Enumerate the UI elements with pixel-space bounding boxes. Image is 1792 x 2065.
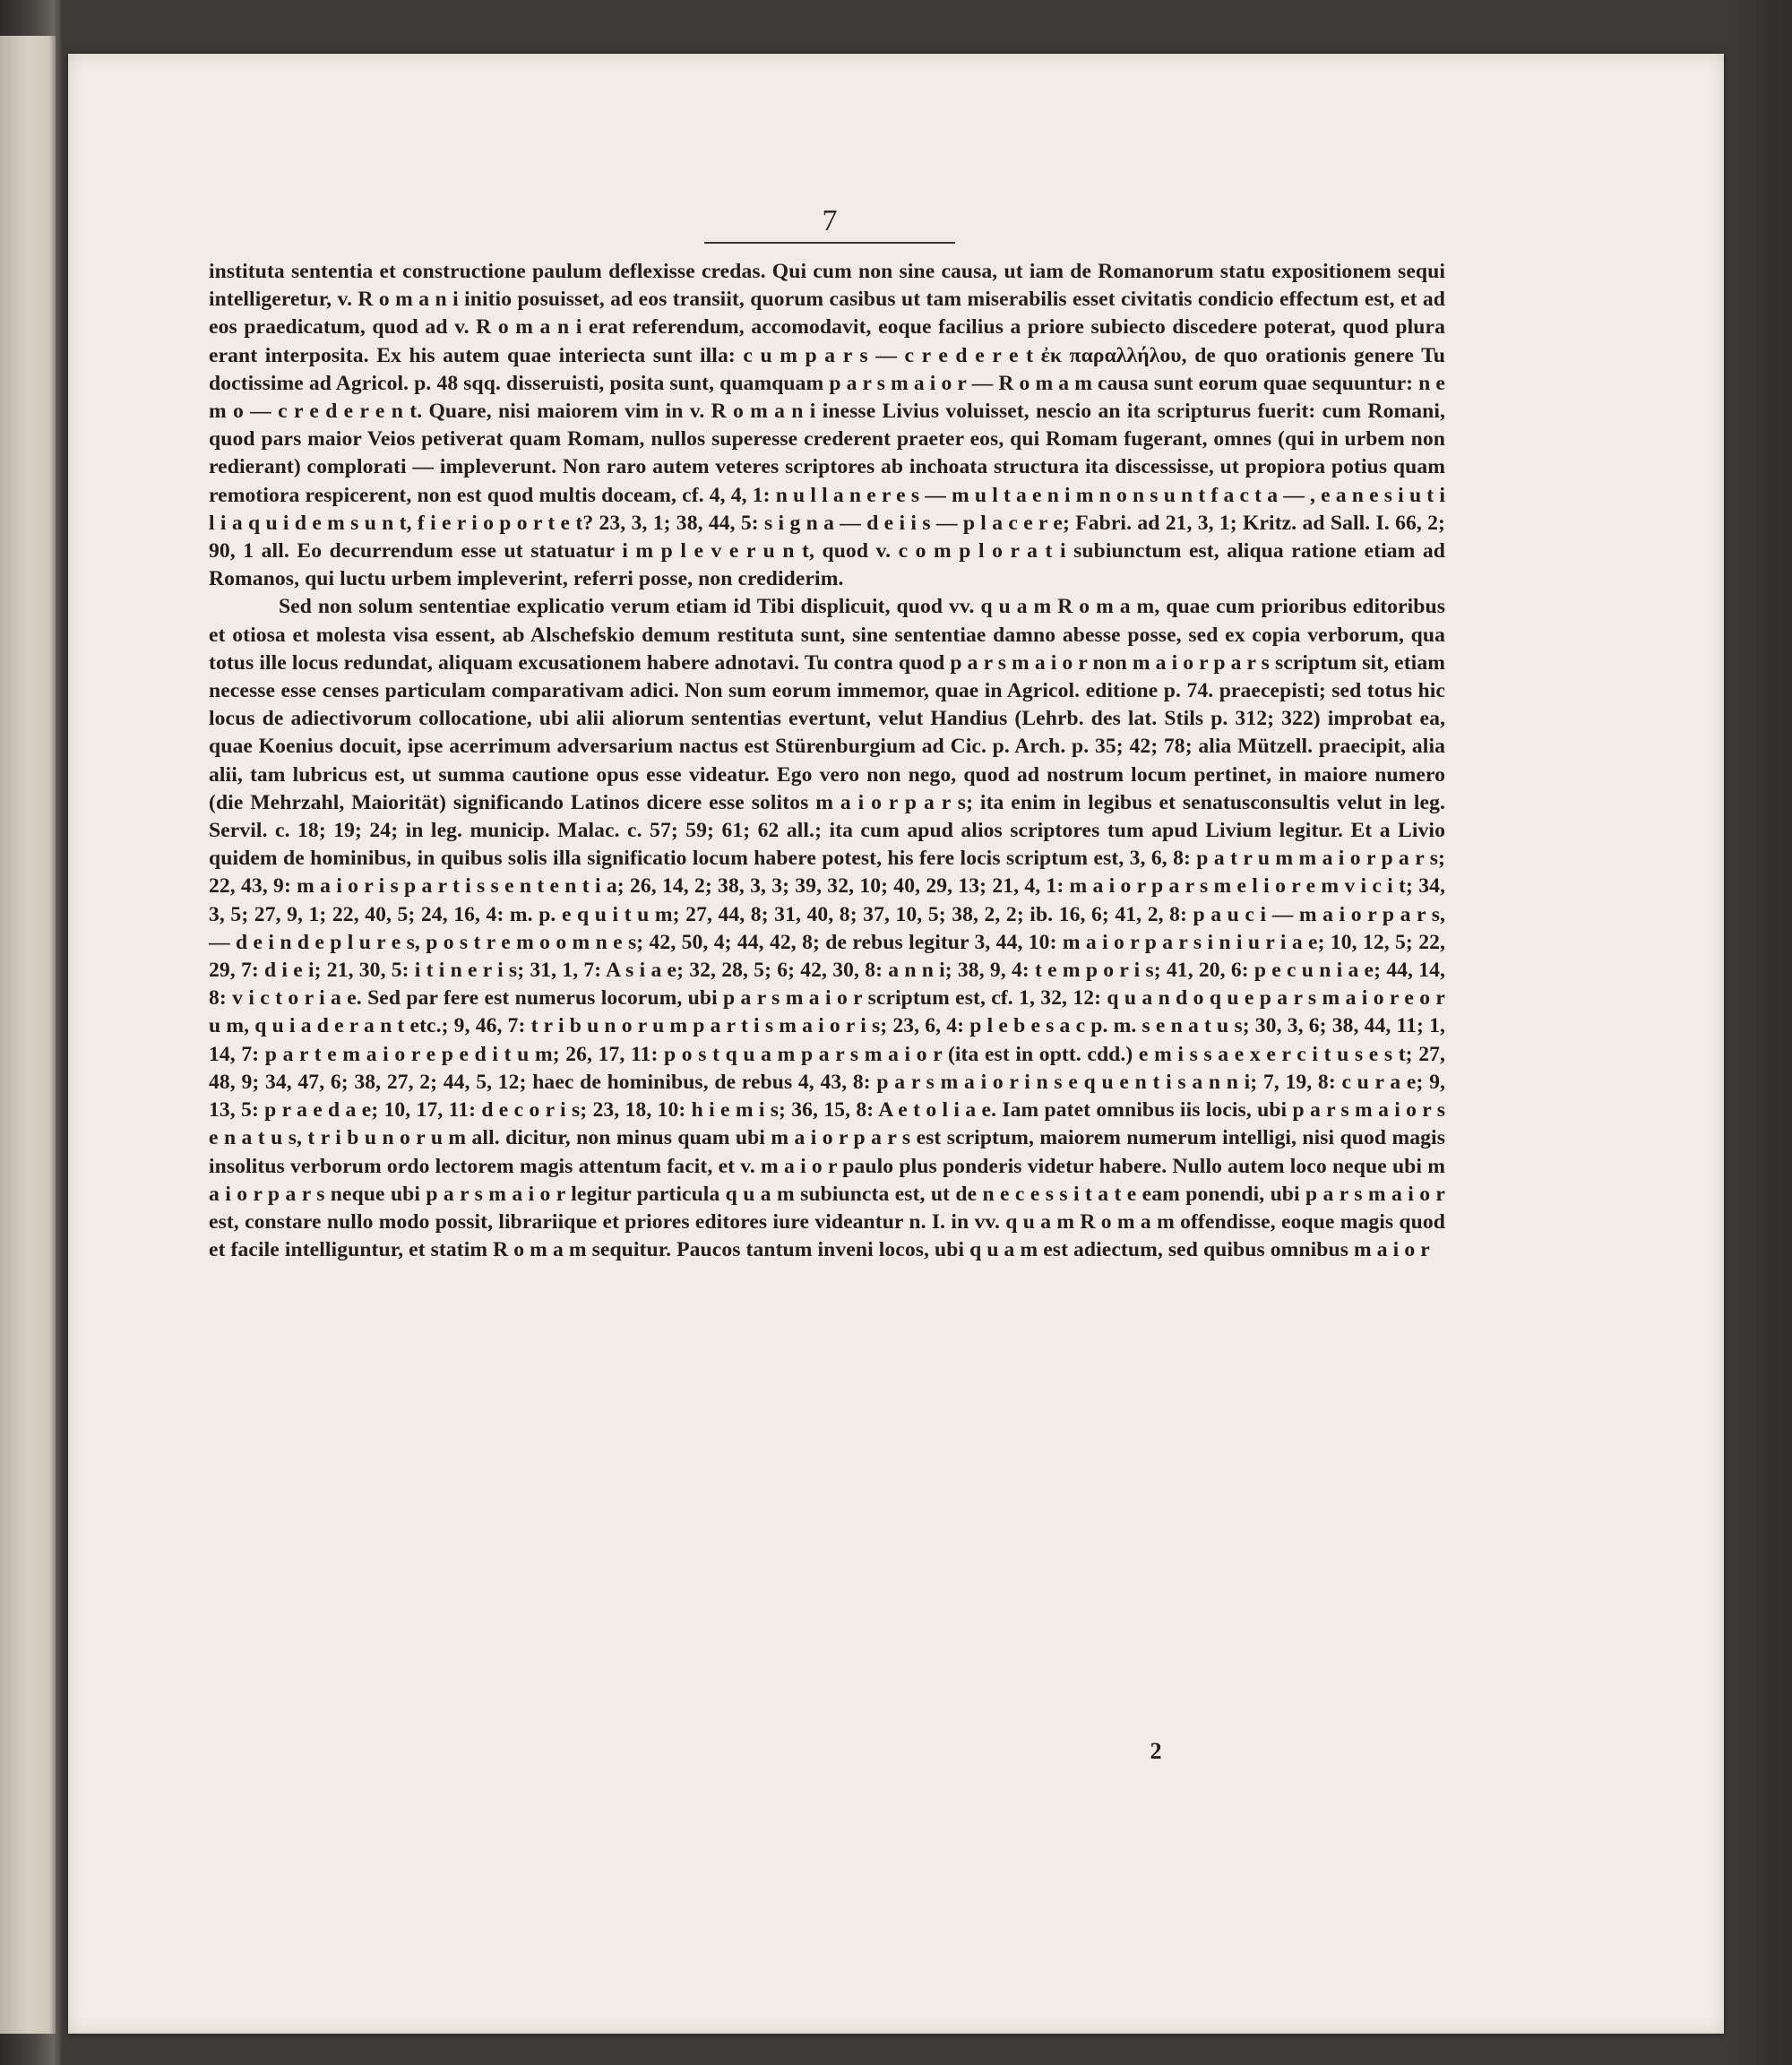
signature-mark: 2 [1150,1738,1162,1764]
paragraph-1: instituta sententia et constructione paulum deflexisse credas. Qui cum non sine causa, ut iam de Romanorum statu expositionem sequi intelligeretur, v. R o m a n i initio posuisset, ad eos transiit, quorum casibus ut tam miserabilis esset civitatis condicio effectum est, et ad eos praedicatum, quod ad v. R o m a n i erat referendum, accomodavit, eoque facilius a priore subiecto discedere poterat, quod plura erant interposita. Ex his autem quae interiecta sunt illa: c u m p a r s — c r e d e r e t ἐκ παραλλήλου, de quo orationis genere Tu doctissime ad Agricol. p. 48 sqq. disseruisti, posita sunt, quamquam p a r s m a i o r — R o m a m causa sunt eorum quae sequuntur: n e m o — c r e d e r e n t. Quare, nisi maiorem vim in v. R o m a n i inesse Livius voluisset, nescio an ita scripturus fuerit: cum Romani, quod pars maior Veios petiverat quam Romam, nullos superesse crederent praeter eos, qui Romam fugerant, omnes (qui in urbem non redierant) complorati — impleverunt. Non raro autem veteres scriptores ab inchoata structura ita discessisse, ut propiora potius quam remotiora respicerent, non est quod multis doceam, cf. 4, 4, 1: n u l l a n e r e s — m u l t a e n i m n o n s u n t f a c t a — , e a n e s i u t i l i a q u i d e m s u n t, f i e r i o p o r t e t? 23, 3, 1; 38, 44, 5: s i g n a — d e i i s — p l a c e r e; Fabri. ad 21, 3, 1; Kritz. ad Sall. I. 66, 2; 90, 1 all. Eo decurrendum esse ut statuatur i m p l e v e r u n t, quod v. c o m p l o r a t i subiunctum est, aliqua ratione etiam ad Romanos, qui luctu urbem impleverint, referri posse, non crediderim. [209,260,1445,591]
header-rule [704,242,955,244]
previous-page-edge [0,36,56,2034]
paragraph-2: Sed non solum sententiae explicatio verum etiam id Tibi displicuit, quod vv. q u a m R o m a m, quae cum prioribus editoribus et otiosa et molesta visa essent, ab Alschefskio demum restituta sunt, sine sententiae damno abesse posse, sed ex copia verborum, qua totus ille locus redundat, aliquam excusationem habere adnotavi. Tu contra quod p a r s m a i o r non m a i o r p a r s scriptum sit, etiam necesse esse censes particulam comparativam adici. Non sum eorum immemor, quae in Agricol. editione p. 74. praecepisti; sed totus hic locus de adiectivorum collocatione, ubi alii aliorum sententias evertunt, velut Handius (Lehrb. des lat. Stils p. 312; 322) improbat ea, quae Koenius docuit, ipse acerrimum adversarium nactus est Stürenburgium ad Cic. p. Arch. p. 35; 42; 78; alia Mützell. praecipit, alia alii, tam lubricus est, ut summa cautione opus esse videatur. Ego vero non nego, quod ad nostrum locum pertinet, in maiore numero (die Mehrzahl, Maiorität) significando Latinos dicere esse solitos m a i o r p a r s; ita enim in legibus et senatusconsultis velut in leg. Servil. c. 18; 19; 24; in leg. municip. Malac. c. 57; 59; 61; 62 all.; ita cum apud alios scriptores tum apud Livium legitur. Et a Livio quidem de hominibus, in quibus solis illa significatio locum habere potest, his fere locis scriptum est, 3, 6, 8: p a t r u m m a i o r p a r s; 22, 43, 9: m a i o r i s p a r t i s s e n t e n t i a; 26, 14, 2; 38, 3, 3; 39, 32, 10; 40, 29, 13; 21, 4, 1: m a i o r p a r s m e l i o r e m v i c i t; 34, 3, 5; 27, 9, 1; 22, 40, 5; 24, 16, 4: m. p. e q u i t u m; 27, 44, 8; 31, 40, 8; 37, 10, 5; 38, 2, 2; ib. 16, 6; 41, 2, 8: p a u c i — m a i o r p a r s, — d e i n d e p l u r e s, p o s t r e m o o m n e s; 42, 50, 4; 44, 42, 8; de rebus legitur 3, 44, 10: m a i o r p a r s i n i u r i a e; 10, 12, 5; 22, 29, 7: d i e i; 21, 30, 5: i t i n e r i s; 31, 1, 7: A s i a e; 32, 28, 5; 6; 42, 30, 8: a n n i; 38, 9, 4: t e m p o r i s; 41, 20, 6: p e c u n i a e; 44, 14, 8: v i c t o r i a e. Sed par fere est numerus locorum, ubi p a r s m a i o r scriptum est, cf. 1, 32, 12: q u a n d o q u e p a r s m a i o r e o r u m, q u i a d e r a n t etc.; 9, 46, 7: t r i b u n o r u m p a r t i s m a i o r i s; 23, 6, 4: p l e b e s a c p. m. s e n a t u s; 30, 3, 6; 38, 44, 11; 1, 14, 7: p a r t e m a i o r e p e d i t u m; 26, 17, 11: p o s t q u a m p a r s m a i o r (ita est in optt. cdd.) e m i s s a e x e r c i t u s e s t; 27, 48, 9; 34, 47, 6; 38, 27, 2; 44, 5, 12; haec de hominibus, de rebus 4, 43, 8: p a r s m a i o r i n s e q u e n t i s a n n i; 7, 19, 8: c u r a e; 9, 13, 5: p r a e d a e; 10, 17, 11: d e c o r i s; 23, 18, 10: h i e m i s; 36, 15, 8: A e t o l i a e. Iam patet omnibus iis locis, ubi p a r s m a i o r s e n a t u s, t r i b u n o r u m all. dicitur, non minus quam ubi m a i o r p a r s est scriptum, maiorem numerum intelligi, nisi quod magis insolitus verborum ordo lectorem magis attentum facit, et v. m a i o r paulo plus ponderis videtur habere. Nullo autem loco neque ubi m a i o r p a r s neque ubi p a r s m a i o r legitur particula q u a m subiuncta est, ut de n e c e s s i t a t e eam ponendi, ubi p a r s m a i o r est, constare nullo modo possit, librariique et priores editores iure videantur n. I. in vv. q u a m R o m a m offendisse, eoque magis quod et facile intelliguntur, et statim R o m a m sequitur. Paucos tantum inveni locos, ubi q u a m est adiectum, sed quibus omnibus m a i o r [209,595,1445,1262]
page-number: 7 [822,204,838,237]
body-text [209,258,1445,1264]
